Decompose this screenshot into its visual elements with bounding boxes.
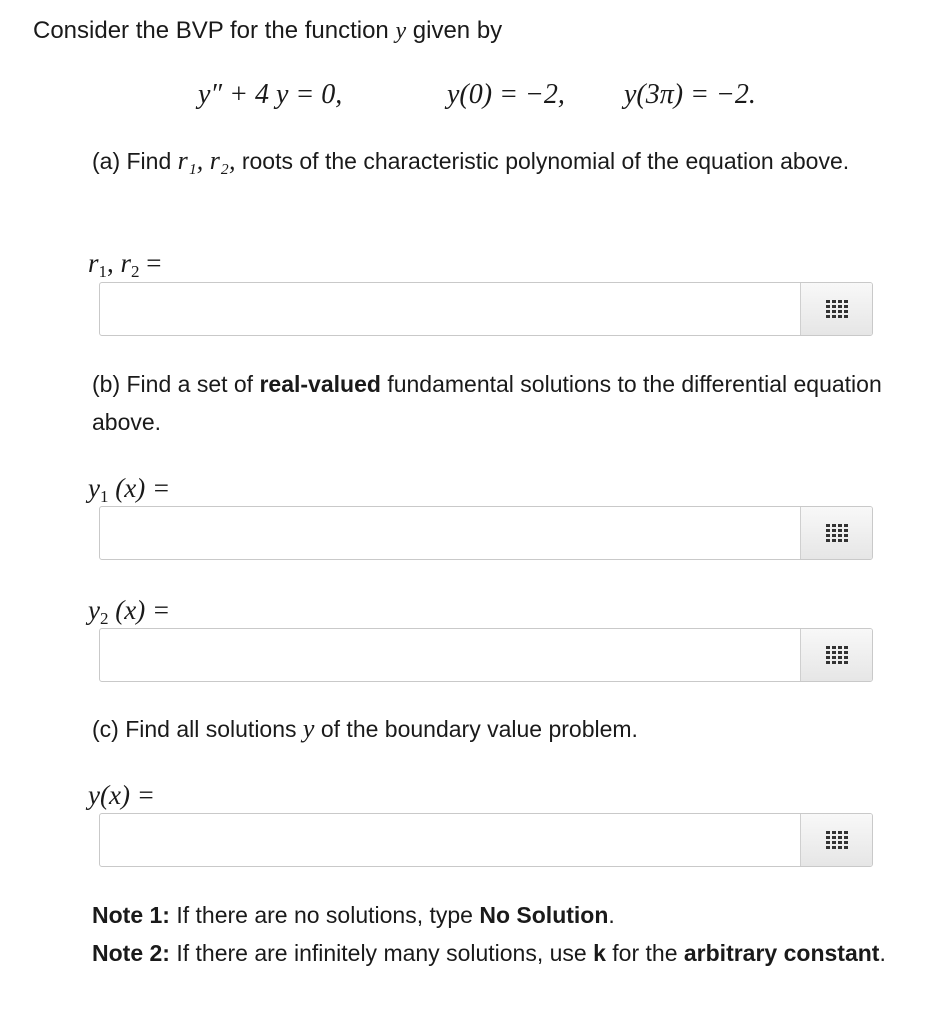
note2-bold: arbitrary constant xyxy=(683,940,880,966)
bc2-text: y(3π) = −2. xyxy=(624,79,756,110)
part-b-prefix: (b) Find a set of xyxy=(92,371,254,397)
part-c-var: y xyxy=(302,714,315,743)
y-answer-box xyxy=(99,813,873,867)
y2-rest: (x) = xyxy=(108,595,171,625)
note-2 xyxy=(92,934,907,972)
grid-icon xyxy=(826,300,848,318)
part-b-prompt xyxy=(92,365,907,441)
problem-intro xyxy=(33,14,502,48)
note1-bold: No Solution xyxy=(479,902,609,928)
part-a-suffix: roots of the characteristic polynomial of the equation above. xyxy=(241,148,850,174)
grid-icon xyxy=(826,831,848,849)
r2-sub: 2 xyxy=(131,262,140,281)
note2-mid: for the xyxy=(605,940,684,966)
roots-answer-box xyxy=(99,282,873,336)
y2-var: y xyxy=(88,595,100,625)
y1-matrix-button[interactable] xyxy=(800,507,872,559)
r2-label: r xyxy=(120,248,132,278)
y1-rest: (x) = xyxy=(108,473,171,503)
y1-var: y xyxy=(88,473,100,503)
y-matrix-button[interactable] xyxy=(800,814,872,866)
note2-k: k xyxy=(593,940,606,966)
note2-end: . xyxy=(879,940,886,966)
note1-text: If there are no solutions, type xyxy=(169,902,480,928)
note2-label: Note 2: xyxy=(92,940,170,966)
note-1 xyxy=(92,896,907,934)
boundary-condition-2 xyxy=(624,75,756,115)
grid-icon xyxy=(826,646,848,664)
part-b-bold: real-valued xyxy=(259,371,381,397)
y2-matrix-button[interactable] xyxy=(800,629,872,681)
grid-icon xyxy=(826,524,848,542)
note2-text: If there are infinitely many solutions, use xyxy=(169,940,594,966)
roots-eq: = xyxy=(139,248,162,278)
y1-input[interactable] xyxy=(100,507,800,559)
note1-label: Note 1: xyxy=(92,902,170,928)
roots-label xyxy=(88,245,162,281)
roots-sep: , xyxy=(107,248,121,278)
y1-sub: 1 xyxy=(99,487,109,506)
y2-input[interactable] xyxy=(100,629,800,681)
part-c-prefix: (c) Find all solutions xyxy=(92,716,297,742)
part-c-suffix: of the boundary value problem. xyxy=(320,716,638,742)
part-a-prefix: (a) Find xyxy=(92,148,172,174)
part-a-prompt xyxy=(92,142,907,180)
note1-end: . xyxy=(608,902,615,928)
intro-var: y xyxy=(395,18,407,44)
y1-answer-box xyxy=(99,506,873,560)
y-label xyxy=(88,777,155,813)
y2-sub: 2 xyxy=(99,609,109,628)
y-input[interactable] xyxy=(100,814,800,866)
ode-text: y″ + 4 y = 0, xyxy=(198,79,343,110)
intro-before: Consider the BVP for the function xyxy=(33,17,389,44)
y2-label xyxy=(88,592,170,628)
intro-after: given by xyxy=(412,17,503,44)
y-label-text: y(x) = xyxy=(88,780,155,810)
part-c-prompt xyxy=(92,710,907,748)
y1-label xyxy=(88,470,170,506)
roots-matrix-button[interactable] xyxy=(800,283,872,335)
y2-answer-box xyxy=(99,628,873,682)
notes xyxy=(92,896,907,972)
ode-equation xyxy=(198,75,342,115)
boundary-condition-1 xyxy=(447,75,565,115)
part-a-roots: r₁, r₂, xyxy=(177,146,236,175)
roots-input[interactable] xyxy=(100,283,800,335)
part-b-suffix: fundamental solutions to the differential equation above. xyxy=(92,371,882,435)
r1-label: r xyxy=(88,248,99,278)
r1-sub: 1 xyxy=(98,262,108,281)
bc1-text: y(0) = −2, xyxy=(447,79,565,110)
